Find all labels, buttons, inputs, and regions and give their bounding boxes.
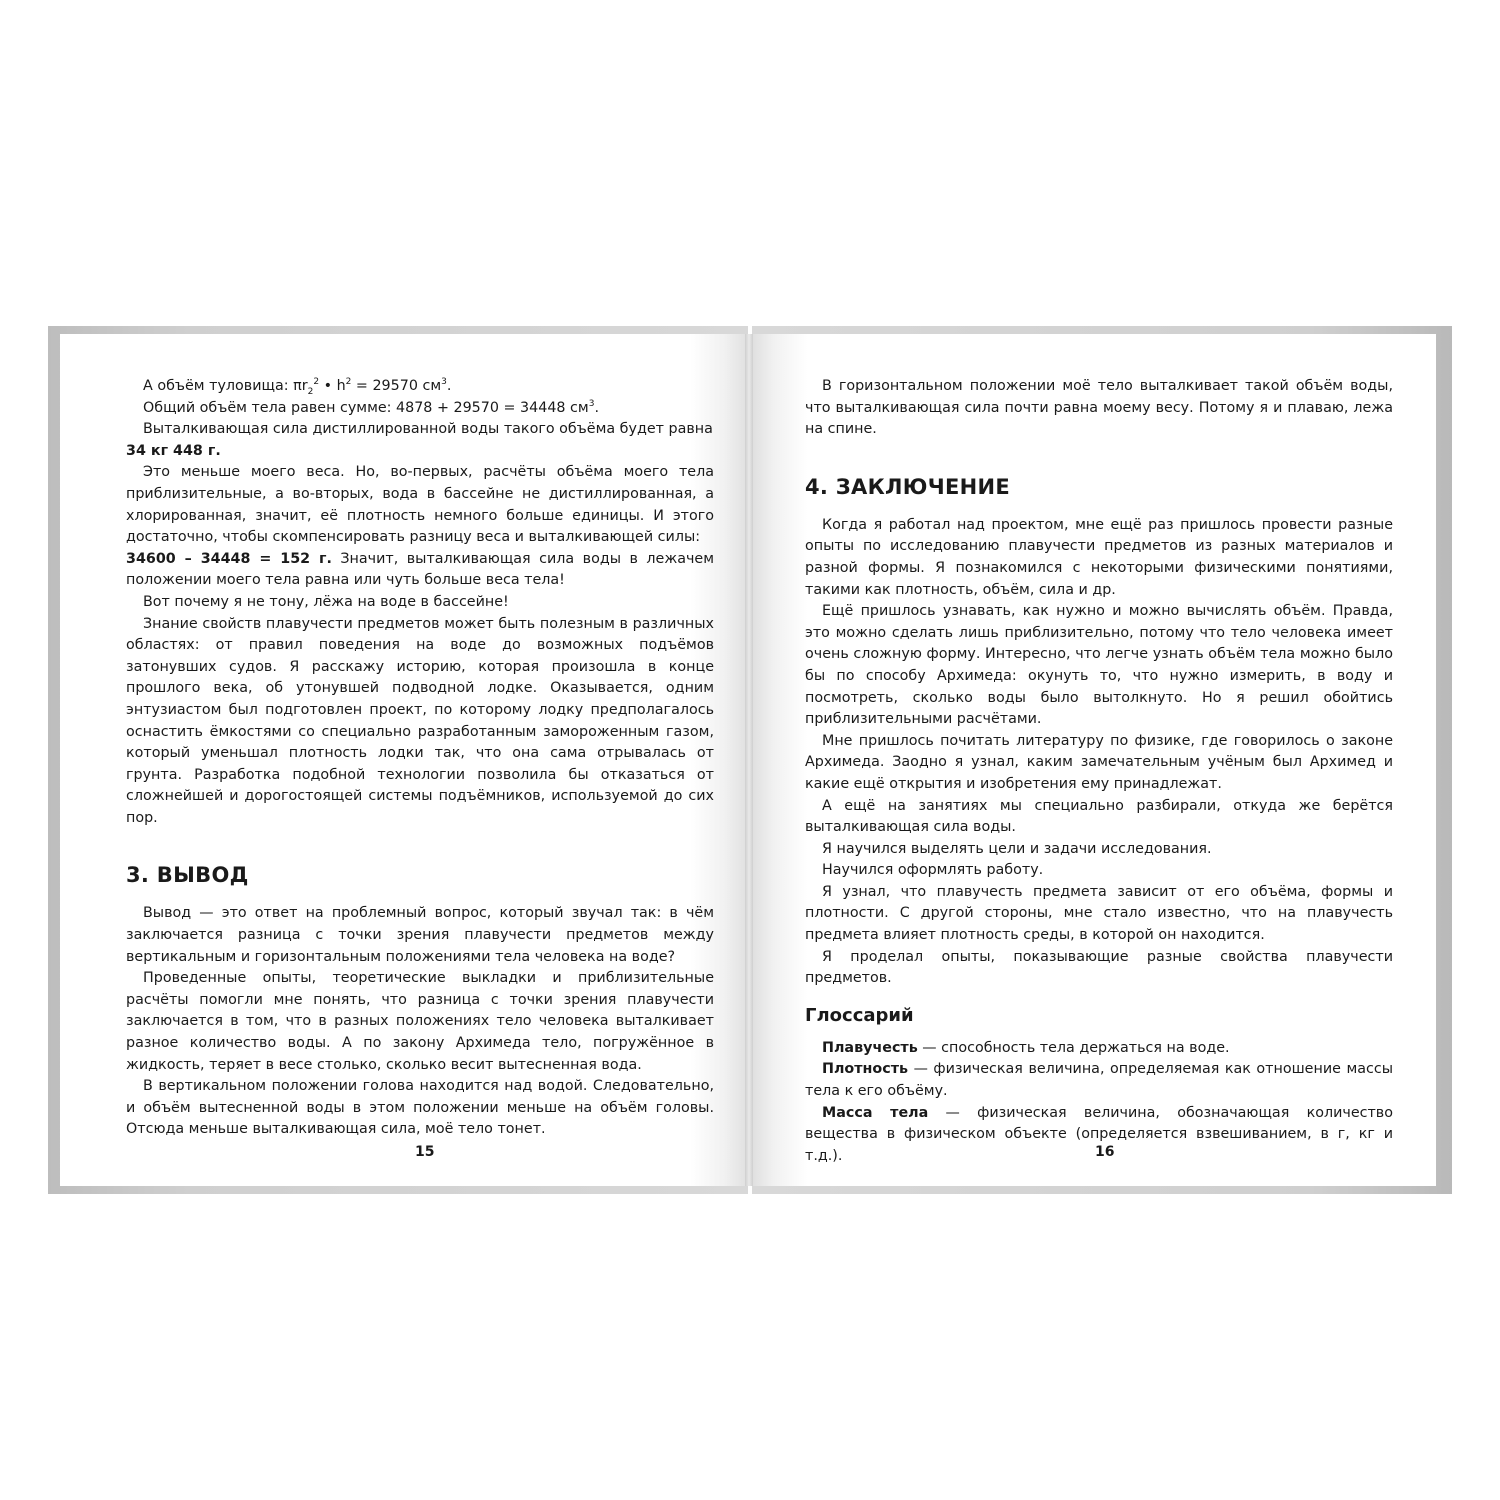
paragraph: Я узнал, что плавучесть предмета зависит от его объёма, формы и плотности. С другой стороны, мне стало известно, что на плавучесть предмета влияет плотность среды, в которой он находится. — [805, 883, 1393, 944]
section-heading: 3. ВЫВОД — [126, 863, 249, 888]
bold-value: 34 кг 448 г. — [126, 442, 221, 459]
right-page — [753, 334, 1436, 1186]
right-page-content — [805, 376, 1393, 1167]
glossary-term: Плавучесть — [822, 1039, 918, 1056]
glossary-entry — [805, 1059, 1393, 1102]
page-number: 16 — [1095, 1144, 1115, 1160]
paragraph: Проведенные опыты, теоретические выкладки и приблизительные расчёты помогли мне понять, что разница с точки зрения плавучести заключается в том, что в разных положениях тело человека выталкивает разное количество воды. А по закону Архимеда тело, погружённое в жидкость, теряет в весе столько, сколько весит вытесненная вода. — [126, 970, 714, 1073]
left-page — [60, 334, 745, 1186]
paragraph: В вертикальном положении голова находится над водой. Следовательно, и объём вытесненной воды в этом положении меньше на объём головы. Отсюда меньше выталкивающая сила, моё тело тонет. — [126, 1078, 714, 1138]
page-number: 15 — [415, 1144, 435, 1160]
paragraph: Вот почему я не тону, лёжа на воде в бассейне! — [143, 593, 509, 610]
paragraph: Когда я работал над проектом, мне ещё раз пришлось провести разные опыты по исследованию плавучести предметов из разных материалов и разной формы. Я познакомился с некоторыми физическими понятиями, такими как плотность, объём, сила и др. — [805, 516, 1393, 598]
glossary-definition: — физическая величина, определяемая как отношение массы тела к его объёму. — [805, 1061, 1393, 1100]
text: . — [594, 399, 599, 416]
superscript: 3 — [441, 377, 447, 388]
open-book — [48, 326, 1452, 1196]
glossary-definition: — физическая величина, обозначающая количество вещества в физическом объекте (определяется взвешиванием, в г, кг и т.д.). — [805, 1104, 1393, 1164]
book-gutter — [745, 334, 753, 1186]
text: Общий объём тела равен сумме: 4878 + 29570 = 34448 см — [143, 399, 589, 416]
paragraph: Знание свойств плавучести предметов может быть полезным в различных областях: от правил поведения на воде до возможных подъёмов затонувших судов. Я расскажу историю, которая произошла в конце прошлого века, об утонувшей подводной лодке. Оказывается, одним энтузиастом был подготовлен проект, по которому лодку предполагалось оснастить ёмкостями со специально разработанным замороженным газом, который уменьшал плотность лодки так, что она сама отрывалась от грунта. Разработка подобной технологии позволила бы отказаться от сложнейшей и дорогостоящей системы подъёмников, используемой до сих пор. — [126, 615, 714, 826]
text: А объём туловища: πr — [143, 378, 308, 394]
paragraph: Мне пришлось почитать литературу по физике, где говорилось о законе Архимеда. Заодно я узнал, каким замечательным учёным был Архимед и какие ещё открытия и изобретения ему принадлежат. — [805, 732, 1393, 792]
paragraph — [126, 376, 714, 398]
text: Значит, выталкивающая сила воды в лежачем положении моего тела равна или чуть больше веса тела! — [126, 550, 714, 589]
glossary-term: Масса тела — [822, 1104, 929, 1121]
paragraph: А ещё на занятиях мы специально разбирали, откуда же берётся выталкивающая сила воды. — [805, 797, 1393, 836]
subscript: 2 — [307, 386, 314, 397]
paragraph: Вывод — это ответ на проблемный вопрос, который звучал так: в чём заключается разница с точки зрения плавучести предметов между вертикальным и горизонтальным положениями тела человека на воде? — [126, 905, 714, 965]
glossary-heading: Глоссарий — [805, 1004, 914, 1026]
paragraph — [126, 419, 714, 441]
paragraph: В горизонтальном положении моё тело выталкивает такой объём воды, что выталкивающая сила почти равна моему весу. Потому я и плаваю, лежа на спине. — [805, 378, 1393, 438]
paragraph: Я проделал опыты, показывающие разные свойства плавучести предметов. — [805, 948, 1393, 987]
paragraph: Научился оформлять работу. — [822, 862, 1044, 879]
text: Это меньше моего веса. Но, во-первых, расчёты объёма моего тела приблизительные, а во-вторых, вода в бассейне не дистиллированная, а хлорированная, значит, её плотность немного больше единицы. И этого достаточно, чтобы скомпенсировать разницу веса и выталкивающей силы: — [126, 464, 714, 546]
paragraph — [126, 398, 714, 420]
left-page-content — [126, 376, 714, 1141]
superscript: 3 — [588, 398, 595, 409]
section-heading: 4. ЗАКЛЮЧЕНИЕ — [805, 474, 1011, 499]
text: • h — [319, 378, 346, 394]
glossary-definition: — способность тела держаться на воде. — [917, 1039, 1230, 1056]
superscript: 2 — [345, 377, 352, 388]
glossary-entry — [805, 1038, 1393, 1060]
paragraph — [126, 549, 714, 592]
text: . — [446, 378, 452, 394]
bold-value: 34600 – 34448 = 152 г. — [126, 550, 332, 567]
text: = 29570 см — [351, 378, 442, 394]
paragraph: Ещё пришлось узнавать, как нужно и можно вычислять объём. Правда, это можно сделать лишь приблизительно, потому что тело человека имеет очень сложную форму. Интересно, что легче узнать объём тела можно было бы по способу Архимеда: окунуть то, что нужно измерить, в воду и посмотреть, сколько воды было вытолкнуто. Но я решил обойтись приблизительными расчётами. — [805, 603, 1393, 728]
text: Выталкивающая сила дистиллированной воды такого объёма будет равна — [143, 421, 713, 438]
superscript: 2 — [313, 377, 320, 388]
paragraph — [126, 462, 714, 548]
paragraph — [126, 441, 714, 463]
glossary-term: Плотность — [822, 1061, 909, 1078]
paragraph: Я научился выделять цели и задачи исследования. — [822, 840, 1212, 857]
